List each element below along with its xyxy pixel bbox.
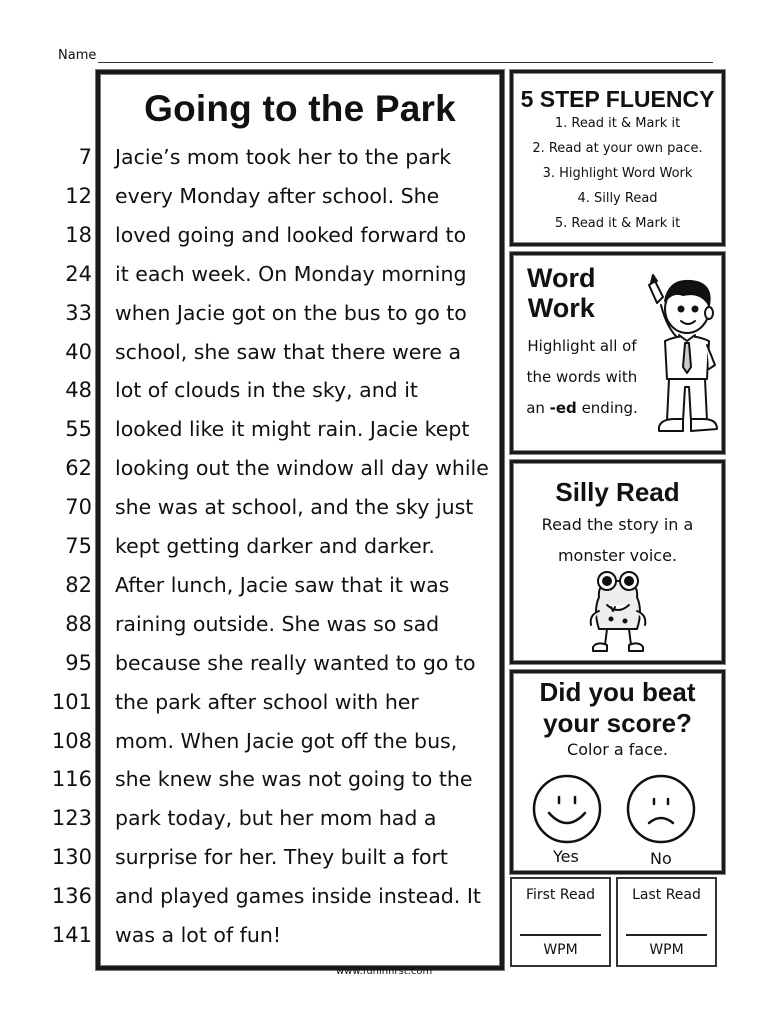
story-line: surprise for her. They built a fort bbox=[115, 845, 448, 870]
line-word-count: 88 bbox=[65, 611, 92, 636]
word-work-line-3 bbox=[519, 393, 645, 424]
word-work-instructions bbox=[519, 331, 645, 424]
beat-score-title-1: Did you beat bbox=[539, 677, 696, 707]
story-line: and played games inside instead. It bbox=[115, 884, 481, 909]
line-word-count: 95 bbox=[65, 650, 92, 675]
line-word-count: 18 bbox=[65, 222, 92, 247]
word-work-title-2: Work bbox=[527, 293, 595, 323]
beat-score-title-2: your score? bbox=[543, 708, 692, 738]
yes-label: Yes bbox=[553, 847, 579, 866]
line-word-count: 116 bbox=[51, 767, 92, 792]
name-label: Name bbox=[58, 48, 97, 63]
fluency-step: 5. Read it & Mark it bbox=[554, 216, 681, 231]
first-read-wpm: WPM bbox=[543, 942, 578, 958]
word-work-title bbox=[527, 263, 596, 323]
silly-read-line-2: monster voice. bbox=[557, 546, 678, 565]
first-read-line[interactable] bbox=[520, 934, 601, 936]
story-line: Jacie’s mom took her to the park bbox=[115, 145, 452, 169]
line-word-count: 130 bbox=[51, 845, 92, 870]
line-word-count: 12 bbox=[65, 183, 92, 208]
line-word-count: 108 bbox=[51, 728, 92, 753]
line-word-count: 48 bbox=[65, 378, 92, 403]
no-label: No bbox=[650, 849, 672, 868]
story-line: she was at school, and the sky just bbox=[115, 495, 474, 520]
line-word-count: 82 bbox=[65, 572, 92, 597]
line-word-count: 70 bbox=[65, 495, 92, 520]
beat-score-panel bbox=[510, 670, 725, 874]
fluency-step: 4. Silly Read bbox=[577, 191, 658, 206]
story-line: was a lot of fun! bbox=[115, 923, 282, 947]
monster-illustration bbox=[585, 567, 651, 655]
fluency-step: 2. Read at your own pace. bbox=[532, 141, 703, 156]
story-line: mom. When Jacie got off the bus, bbox=[115, 728, 458, 753]
story-line: it each week. On Monday morning bbox=[115, 261, 467, 286]
line-word-count: 136 bbox=[51, 884, 92, 909]
line-word-count: 7 bbox=[78, 145, 92, 169]
line-word-count: 55 bbox=[65, 417, 92, 442]
word-work-line-3-pre: an bbox=[526, 399, 550, 417]
line-word-count: 62 bbox=[65, 456, 92, 481]
word-work-line-3-post: ending. bbox=[576, 399, 638, 417]
line-word-count: 101 bbox=[51, 689, 92, 714]
story-line: raining outside. She was so sad bbox=[115, 611, 440, 636]
story-line: every Monday after school. She bbox=[115, 183, 440, 208]
story-line: loved going and looked forward to bbox=[115, 222, 467, 247]
sad-face-icon[interactable] bbox=[625, 773, 697, 845]
story-line: the park after school with her bbox=[115, 689, 419, 714]
word-work-ed: -ed bbox=[549, 399, 577, 417]
word-work-title-1: Word bbox=[527, 263, 596, 293]
word-work-line-2: the words with bbox=[526, 368, 638, 386]
line-word-count: 75 bbox=[65, 534, 92, 558]
last-read-line[interactable] bbox=[626, 934, 707, 936]
line-word-count: 141 bbox=[51, 923, 92, 947]
name-row bbox=[58, 48, 713, 66]
story-line: park today, but her mom had a bbox=[115, 806, 437, 831]
last-read-box bbox=[616, 877, 717, 967]
story-line: because she really wanted to go to bbox=[115, 650, 476, 675]
fluency-title: 5 STEP FLUENCY bbox=[520, 86, 715, 112]
fluency-panel bbox=[510, 70, 725, 246]
story-line: she knew she was not going to the bbox=[115, 767, 473, 792]
first-read-label: First Read bbox=[525, 887, 596, 903]
story-title: Going to the Park bbox=[144, 88, 456, 129]
name-line[interactable] bbox=[98, 62, 713, 63]
story-line: kept getting darker and darker. bbox=[115, 534, 435, 558]
footer-url: www.funinfirst.com bbox=[336, 966, 433, 977]
story-line: looked like it might rain. Jacie kept bbox=[115, 417, 470, 442]
boy-illustration bbox=[647, 269, 719, 445]
word-work-panel bbox=[510, 252, 725, 454]
story-line: when Jacie got on the bus to go to bbox=[115, 300, 467, 325]
story-line: school, she saw that there were a bbox=[115, 339, 462, 364]
line-word-count: 33 bbox=[65, 300, 92, 325]
line-word-count: 123 bbox=[51, 806, 92, 831]
story-line: looking out the window all day while bbox=[115, 456, 489, 481]
silly-read-line-1: Read the story in a bbox=[541, 515, 694, 534]
last-read-label: Last Read bbox=[632, 887, 701, 903]
fluency-step: 1. Read it & Mark it bbox=[554, 116, 681, 131]
story-line: lot of clouds in the sky, and it bbox=[115, 378, 418, 403]
line-word-count: 24 bbox=[65, 261, 92, 286]
first-read-box bbox=[510, 877, 611, 967]
beat-score-subtitle: Color a face. bbox=[567, 740, 668, 759]
story-line: After lunch, Jacie saw that it was bbox=[115, 572, 450, 597]
fluency-step: 3. Highlight Word Work bbox=[542, 166, 693, 181]
line-word-count: 40 bbox=[65, 339, 92, 364]
silly-read-title: Silly Read bbox=[555, 477, 680, 507]
beat-score-title bbox=[513, 677, 722, 739]
last-read-wpm: WPM bbox=[649, 942, 684, 958]
silly-read-panel bbox=[510, 460, 725, 664]
happy-face-icon[interactable] bbox=[531, 773, 603, 845]
word-work-line-1: Highlight all of bbox=[527, 337, 637, 355]
